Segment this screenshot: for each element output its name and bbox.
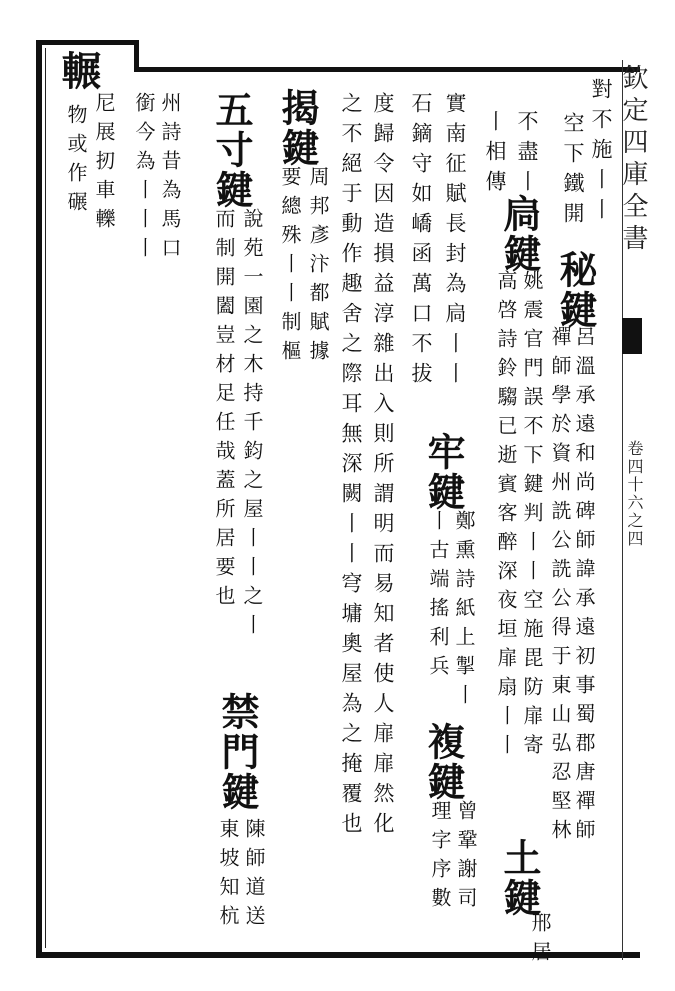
text-column-6: 實南征賦長封為扃丨丨 <box>443 92 467 392</box>
entry-note-tujian: 邢居 <box>528 912 552 970</box>
entry-heading-laojian <box>421 430 466 514</box>
frame-inner-line <box>45 48 46 948</box>
entry-note-fujian-left: 理字序數 <box>428 800 452 916</box>
entry-head: 禁門鍵 <box>215 692 260 812</box>
entry-head: 複鍵 <box>421 722 466 802</box>
entry-heading-nian <box>55 50 102 94</box>
entry-note-jinmenjian-right: 陳師道送 <box>242 818 266 934</box>
entry-note-jinmenjian-left: 東坡知杭 <box>216 818 240 934</box>
entry-heading-jiongjian <box>497 192 542 276</box>
entry-note-laojian-left: 丨古端搖利兵 <box>426 510 450 684</box>
entry-head: 五寸鍵 <box>209 90 254 210</box>
text-column-8: 度歸令因造損益淳雜出入則所謂明而易知者使人扉扉然化 <box>371 92 395 842</box>
entry-head: 揭鍵 <box>275 88 320 168</box>
entry-head: 扃鍵 <box>497 194 542 274</box>
margin-juan-number: 卷四十六之四 <box>625 440 644 548</box>
entry-note-jiejian-left: 要總殊丨丨制樞 <box>278 166 302 369</box>
frame-top-rule <box>36 40 136 45</box>
margin-book-title: 欽定四庫全書 <box>618 64 648 256</box>
text-column-12: 州詩昔為馬口 <box>158 92 182 266</box>
entry-note-wucunjian-right: 說苑一園之木持千鈞之屋丨丨之丨 <box>240 208 264 643</box>
frame-top-rule-right <box>136 67 640 72</box>
entry-heading-jinmenjian <box>215 690 260 814</box>
entry-note-nian-right: 尼展扨車轢 <box>92 92 116 237</box>
entry-head: 輾 <box>55 50 102 94</box>
entry-note-mijian-left: 禪師學於資州詵公詵公得于東山弘忍堅林 <box>548 326 572 848</box>
text-column-9: 之不絕于動作趣舍之際耳無深闕丨丨穹墉奧屋為之掩覆也 <box>339 92 363 842</box>
text-column-5: 丨相傳 <box>483 110 507 200</box>
entry-note-nian-left: 物或作碾 <box>64 104 88 220</box>
entry-heading-fujian <box>421 720 466 804</box>
text-column-4: 不盡丨 <box>515 110 539 200</box>
entry-heading-jiejian <box>275 86 320 170</box>
text-column-7: 石鏑守如嶠函萬口不拔 <box>409 92 433 392</box>
entry-note-wucunjian-left: 而制開闔豈材足任哉蓋所居要也 <box>212 208 236 614</box>
entry-head: 牢鍵 <box>421 432 466 512</box>
entry-heading-mijian <box>553 248 598 332</box>
text-column-2: 空下鐵開 <box>561 112 585 232</box>
entry-note-jiongjian-right: 姚震官門誤不下鍵判丨丨空施毘防扉寄 <box>520 270 544 763</box>
entry-heading-tujian <box>497 836 542 920</box>
entry-head: 土鍵 <box>497 838 542 918</box>
entry-heading-wucunjian <box>209 88 254 212</box>
entry-note-laojian-right: 鄭熏詩紙上掣丨 <box>452 510 476 713</box>
entry-note-jiejian-right: 周邦彥汴都賦據 <box>306 166 330 369</box>
text-column-1: 對不施丨丨 <box>589 78 613 228</box>
entry-head: 秘鍵 <box>553 250 598 330</box>
margin-fishtail <box>622 318 642 354</box>
entry-note-fujian-right: 曾鞏謝司 <box>454 800 478 916</box>
entry-note-jiongjian-left: 高啓詩鈴騶已逝賓客醉深夜垣扉扇丨丨 <box>494 270 518 763</box>
entry-note-mijian-right: 呂溫承遠和尚碑師諱承遠初事蜀郡唐禪師 <box>572 326 596 848</box>
text-column-13: 銜今為丨丨丨 <box>132 92 156 266</box>
